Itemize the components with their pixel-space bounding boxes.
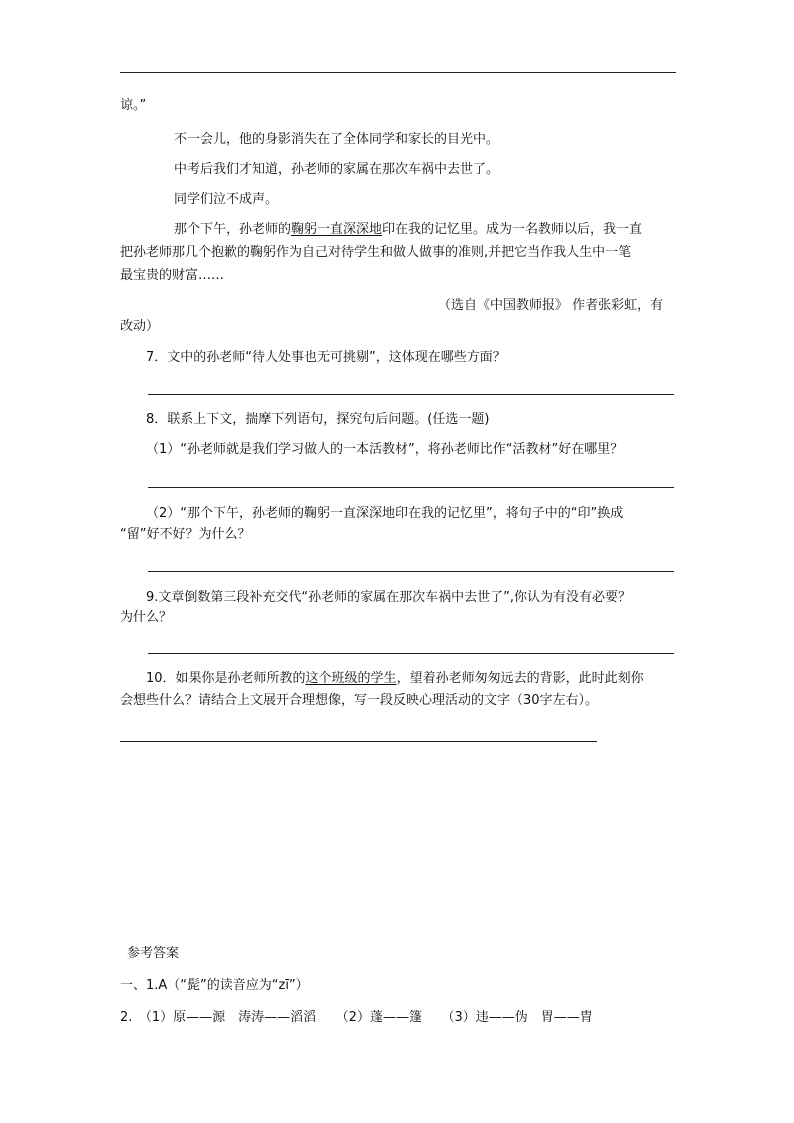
- source-citation: 改动）: [120, 319, 160, 334]
- passage-line: 把孙老师那几个抱歉的鞠躬作为自己对待学生和做人做事的准则,并把它当作我人生中一笔: [120, 245, 632, 260]
- question-8-2: “留”好不好？为什么？: [120, 527, 251, 542]
- question-text: 10．如果你是孙老师所教的: [146, 671, 306, 686]
- question-8: 8．联系上下文，揣摩下列语句，探究句后问题。(任选一题): [146, 412, 490, 427]
- underlined-text: 这个班级的学生: [305, 671, 397, 686]
- passage-line: 不一会儿，他的身影消失在了全体同学和家长的目光中。: [174, 132, 500, 147]
- passage-text: 那个下午，孙老师的: [174, 222, 292, 237]
- answer-item: 2. （1）原——源 涛涛——滔滔 （2）蓬——篷 （3）违——伪 胃——胄: [120, 1010, 593, 1025]
- question-8-1: （1）“孙老师就是我们学习做人的一本活教材”，将孙老师比作“活教材”好在哪里？: [146, 442, 624, 457]
- answer-line[interactable]: [120, 741, 597, 742]
- answer-item: 一、1.A（“髭”的读音应为“zī”）: [120, 978, 309, 993]
- question-10: [146, 670, 644, 688]
- question-10: 会想些什么？请结合上文展开合理想像，写一段反映心理活动的文字（30字左右）。: [120, 693, 599, 708]
- answer-line[interactable]: [148, 394, 674, 395]
- source-citation: （选自《中国教师报》 作者张彩虹，有: [438, 298, 664, 313]
- question-text: ，望着孙老师匆匆远去的背影，此时此刻你: [396, 671, 644, 686]
- passage-line: [174, 221, 642, 239]
- question-9: 为什么？: [120, 610, 173, 625]
- underlined-text: 鞠躬一直深深地: [291, 222, 383, 237]
- passage-line: 同学们泣不成声。: [174, 192, 279, 207]
- passage-line: 中考后我们才知道，孙老师的家属在那次车祸中去世了。: [174, 162, 500, 177]
- answer-line[interactable]: [148, 653, 674, 654]
- passage-line: 最宝贵的财富……: [120, 268, 225, 283]
- question-7: 7．文中的孙老师“待人处事也无可挑剔”，这体现在哪些方面？: [146, 350, 506, 365]
- header-rule: [120, 72, 676, 73]
- answer-line[interactable]: [148, 571, 674, 572]
- answer-key-title: 参考答案: [127, 946, 180, 961]
- passage-text: 印在我的记忆里。成为一名教师以后，我一直: [382, 222, 643, 237]
- question-9: 9.文章倒数第三段补充交代“孙老师的家属在那次车祸中去世了”,你认为有没有必要？: [146, 590, 632, 605]
- question-8-2: （2）“那个下午，孙老师的鞠躬一直深深地印在我的记忆里”，将句子中的“印”换成: [146, 506, 624, 521]
- passage-line: 谅。”: [120, 98, 147, 113]
- answer-line[interactable]: [148, 487, 674, 488]
